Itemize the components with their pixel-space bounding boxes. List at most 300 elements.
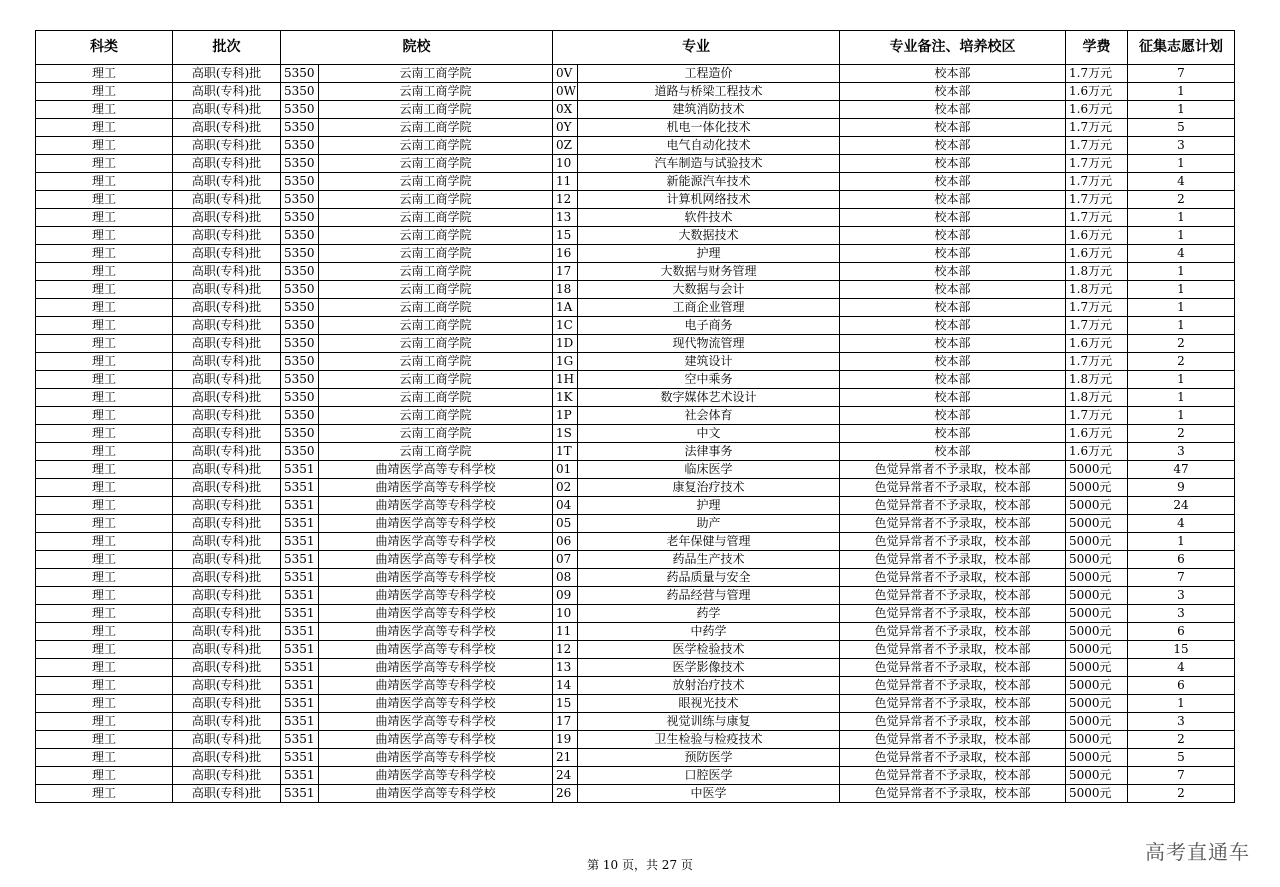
major-code-cell: 17 xyxy=(553,263,578,281)
major-name-cell: 中医学 xyxy=(578,785,840,803)
major-name-cell: 药学 xyxy=(578,605,840,623)
school-code-cell: 5350 xyxy=(281,65,319,83)
school-code-cell: 5351 xyxy=(281,749,319,767)
batch-cell: 高职(专科)批 xyxy=(173,425,281,443)
category-cell: 理工 xyxy=(36,785,173,803)
tuition-cell: 5000元 xyxy=(1066,767,1128,785)
tuition-cell: 5000元 xyxy=(1066,731,1128,749)
remarks-cell: 校本部 xyxy=(840,209,1066,227)
major-name-cell: 大数据技术 xyxy=(578,227,840,245)
remarks-cell: 校本部 xyxy=(840,119,1066,137)
major-code-cell: 1K xyxy=(553,389,578,407)
table-row xyxy=(36,83,1235,101)
major-name-cell: 软件技术 xyxy=(578,209,840,227)
tuition-cell: 5000元 xyxy=(1066,659,1128,677)
remarks-cell: 色觉异常者不予录取，校本部 xyxy=(840,569,1066,587)
plan-count-cell: 6 xyxy=(1128,623,1235,641)
school-name-cell: 云南工商学院 xyxy=(319,227,553,245)
batch-cell: 高职(专科)批 xyxy=(173,155,281,173)
table-row xyxy=(36,173,1235,191)
plan-count-cell: 4 xyxy=(1128,245,1235,263)
school-name-cell: 云南工商学院 xyxy=(319,173,553,191)
major-name-cell: 护理 xyxy=(578,497,840,515)
table-row xyxy=(36,533,1235,551)
major-name-cell: 大数据与财务管理 xyxy=(578,263,840,281)
category-cell: 理工 xyxy=(36,569,173,587)
school-code-cell: 5350 xyxy=(281,137,319,155)
category-cell: 理工 xyxy=(36,389,173,407)
category-cell: 理工 xyxy=(36,335,173,353)
plan-count-cell: 1 xyxy=(1128,83,1235,101)
table-row xyxy=(36,407,1235,425)
major-code-cell: 1P xyxy=(553,407,578,425)
school-name-cell: 曲靖医学高等专科学校 xyxy=(319,623,553,641)
batch-cell: 高职(专科)批 xyxy=(173,731,281,749)
school-code-cell: 5350 xyxy=(281,83,319,101)
table-row xyxy=(36,425,1235,443)
remarks-cell: 校本部 xyxy=(840,173,1066,191)
remarks-cell: 色觉异常者不予录取，校本部 xyxy=(840,479,1066,497)
school-code-cell: 5351 xyxy=(281,623,319,641)
table-row xyxy=(36,245,1235,263)
major-code-cell: 1G xyxy=(553,353,578,371)
school-name-cell: 云南工商学院 xyxy=(319,263,553,281)
plan-count-cell: 7 xyxy=(1128,569,1235,587)
tuition-cell: 5000元 xyxy=(1066,623,1128,641)
major-name-cell: 建筑设计 xyxy=(578,353,840,371)
school-code-cell: 5350 xyxy=(281,371,319,389)
plan-count-cell: 4 xyxy=(1128,659,1235,677)
school-name-cell: 云南工商学院 xyxy=(319,443,553,461)
remarks-cell: 校本部 xyxy=(840,65,1066,83)
school-code-cell: 5350 xyxy=(281,155,319,173)
category-cell: 理工 xyxy=(36,281,173,299)
remarks-cell: 校本部 xyxy=(840,155,1066,173)
batch-cell: 高职(专科)批 xyxy=(173,461,281,479)
table-row xyxy=(36,371,1235,389)
category-cell: 理工 xyxy=(36,209,173,227)
school-name-cell: 云南工商学院 xyxy=(319,425,553,443)
tuition-cell: 1.6万元 xyxy=(1066,245,1128,263)
table-row xyxy=(36,443,1235,461)
plan-count-cell: 2 xyxy=(1128,785,1235,803)
major-code-cell: 18 xyxy=(553,281,578,299)
batch-cell: 高职(专科)批 xyxy=(173,569,281,587)
remarks-cell: 色觉异常者不予录取，校本部 xyxy=(840,767,1066,785)
major-code-cell: 02 xyxy=(553,479,578,497)
batch-cell: 高职(专科)批 xyxy=(173,245,281,263)
batch-cell: 高职(专科)批 xyxy=(173,173,281,191)
plan-count-cell: 24 xyxy=(1128,497,1235,515)
plan-count-cell: 1 xyxy=(1128,317,1235,335)
table-row xyxy=(36,191,1235,209)
tuition-cell: 1.7万元 xyxy=(1066,119,1128,137)
remarks-cell: 色觉异常者不予录取，校本部 xyxy=(840,551,1066,569)
plan-count-cell: 3 xyxy=(1128,137,1235,155)
major-name-cell: 工商企业管理 xyxy=(578,299,840,317)
major-code-cell: 1T xyxy=(553,443,578,461)
table-row xyxy=(36,623,1235,641)
plan-count-cell: 1 xyxy=(1128,227,1235,245)
plan-count-cell: 3 xyxy=(1128,713,1235,731)
major-name-cell: 中文 xyxy=(578,425,840,443)
remarks-cell: 色觉异常者不予录取，校本部 xyxy=(840,785,1066,803)
major-code-cell: 0X xyxy=(553,101,578,119)
school-name-cell: 云南工商学院 xyxy=(319,299,553,317)
major-code-cell: 17 xyxy=(553,713,578,731)
school-name-cell: 曲靖医学高等专科学校 xyxy=(319,497,553,515)
admission-plan-table xyxy=(35,30,1235,803)
school-code-cell: 5351 xyxy=(281,479,319,497)
remarks-cell: 校本部 xyxy=(840,335,1066,353)
batch-cell: 高职(专科)批 xyxy=(173,659,281,677)
table-row xyxy=(36,497,1235,515)
plan-count-cell: 4 xyxy=(1128,515,1235,533)
school-code-cell: 5351 xyxy=(281,641,319,659)
remarks-cell: 校本部 xyxy=(840,407,1066,425)
major-code-cell: 0Z xyxy=(553,137,578,155)
major-code-cell: 21 xyxy=(553,749,578,767)
school-code-cell: 5351 xyxy=(281,461,319,479)
header-row xyxy=(36,31,1235,65)
category-cell: 理工 xyxy=(36,245,173,263)
table-row xyxy=(36,677,1235,695)
remarks-cell: 色觉异常者不予录取，校本部 xyxy=(840,497,1066,515)
school-name-cell: 曲靖医学高等专科学校 xyxy=(319,695,553,713)
major-code-cell: 12 xyxy=(553,191,578,209)
major-code-cell: 12 xyxy=(553,641,578,659)
category-cell: 理工 xyxy=(36,371,173,389)
major-name-cell: 护理 xyxy=(578,245,840,263)
remarks-cell: 校本部 xyxy=(840,371,1066,389)
tuition-cell: 5000元 xyxy=(1066,713,1128,731)
batch-cell: 高职(专科)批 xyxy=(173,317,281,335)
tuition-cell: 1.8万元 xyxy=(1066,263,1128,281)
school-name-cell: 云南工商学院 xyxy=(319,65,553,83)
school-code-cell: 5351 xyxy=(281,497,319,515)
major-name-cell: 法律事务 xyxy=(578,443,840,461)
school-name-cell: 云南工商学院 xyxy=(319,407,553,425)
major-name-cell: 康复治疗技术 xyxy=(578,479,840,497)
major-name-cell: 现代物流管理 xyxy=(578,335,840,353)
major-name-cell: 助产 xyxy=(578,515,840,533)
category-cell: 理工 xyxy=(36,155,173,173)
major-code-cell: 07 xyxy=(553,551,578,569)
batch-cell: 高职(专科)批 xyxy=(173,713,281,731)
remarks-cell: 校本部 xyxy=(840,389,1066,407)
tuition-cell: 1.7万元 xyxy=(1066,65,1128,83)
remarks-cell: 色觉异常者不予录取，校本部 xyxy=(840,641,1066,659)
header-remarks: 专业备注、培养校区 xyxy=(840,31,1066,65)
major-name-cell: 药品质量与安全 xyxy=(578,569,840,587)
school-code-cell: 5350 xyxy=(281,227,319,245)
plan-count-cell: 1 xyxy=(1128,695,1235,713)
remarks-cell: 校本部 xyxy=(840,137,1066,155)
school-code-cell: 5351 xyxy=(281,767,319,785)
school-code-cell: 5350 xyxy=(281,299,319,317)
table-row xyxy=(36,749,1235,767)
major-name-cell: 药品经营与管理 xyxy=(578,587,840,605)
table-row xyxy=(36,65,1235,83)
major-code-cell: 10 xyxy=(553,155,578,173)
major-code-cell: 11 xyxy=(553,623,578,641)
school-name-cell: 曲靖医学高等专科学校 xyxy=(319,533,553,551)
category-cell: 理工 xyxy=(36,191,173,209)
batch-cell: 高职(专科)批 xyxy=(173,533,281,551)
tuition-cell: 1.6万元 xyxy=(1066,227,1128,245)
plan-count-cell: 3 xyxy=(1128,443,1235,461)
tuition-cell: 1.6万元 xyxy=(1066,425,1128,443)
plan-count-cell: 1 xyxy=(1128,389,1235,407)
school-code-cell: 5350 xyxy=(281,263,319,281)
school-name-cell: 曲靖医学高等专科学校 xyxy=(319,785,553,803)
category-cell: 理工 xyxy=(36,533,173,551)
major-name-cell: 空中乘务 xyxy=(578,371,840,389)
tuition-cell: 1.7万元 xyxy=(1066,209,1128,227)
tuition-cell: 1.7万元 xyxy=(1066,317,1128,335)
category-cell: 理工 xyxy=(36,137,173,155)
table-row xyxy=(36,227,1235,245)
school-name-cell: 云南工商学院 xyxy=(319,389,553,407)
tuition-cell: 5000元 xyxy=(1066,515,1128,533)
plan-count-cell: 5 xyxy=(1128,749,1235,767)
school-name-cell: 云南工商学院 xyxy=(319,335,553,353)
batch-cell: 高职(专科)批 xyxy=(173,497,281,515)
school-code-cell: 5350 xyxy=(281,119,319,137)
major-code-cell: 09 xyxy=(553,587,578,605)
tuition-cell: 1.8万元 xyxy=(1066,371,1128,389)
table-row xyxy=(36,389,1235,407)
batch-cell: 高职(专科)批 xyxy=(173,551,281,569)
remarks-cell: 色觉异常者不予录取，校本部 xyxy=(840,515,1066,533)
school-code-cell: 5351 xyxy=(281,695,319,713)
plan-count-cell: 1 xyxy=(1128,263,1235,281)
major-name-cell: 医学检验技术 xyxy=(578,641,840,659)
school-code-cell: 5350 xyxy=(281,317,319,335)
major-code-cell: 0W xyxy=(553,83,578,101)
plan-count-cell: 7 xyxy=(1128,767,1235,785)
batch-cell: 高职(专科)批 xyxy=(173,281,281,299)
major-name-cell: 计算机网络技术 xyxy=(578,191,840,209)
batch-cell: 高职(专科)批 xyxy=(173,767,281,785)
plan-count-cell: 2 xyxy=(1128,335,1235,353)
table-row xyxy=(36,479,1235,497)
category-cell: 理工 xyxy=(36,623,173,641)
category-cell: 理工 xyxy=(36,101,173,119)
remarks-cell: 色觉异常者不予录取，校本部 xyxy=(840,713,1066,731)
school-code-cell: 5350 xyxy=(281,245,319,263)
major-name-cell: 医学影像技术 xyxy=(578,659,840,677)
plan-count-cell: 15 xyxy=(1128,641,1235,659)
major-code-cell: 16 xyxy=(553,245,578,263)
plan-count-cell: 47 xyxy=(1128,461,1235,479)
plan-count-cell: 1 xyxy=(1128,209,1235,227)
table-row xyxy=(36,515,1235,533)
major-name-cell: 数字媒体艺术设计 xyxy=(578,389,840,407)
school-code-cell: 5351 xyxy=(281,515,319,533)
tuition-cell: 5000元 xyxy=(1066,551,1128,569)
remarks-cell: 校本部 xyxy=(840,443,1066,461)
remarks-cell: 校本部 xyxy=(840,101,1066,119)
major-code-cell: 15 xyxy=(553,227,578,245)
category-cell: 理工 xyxy=(36,353,173,371)
category-cell: 理工 xyxy=(36,83,173,101)
batch-cell: 高职(专科)批 xyxy=(173,677,281,695)
category-cell: 理工 xyxy=(36,659,173,677)
remarks-cell: 校本部 xyxy=(840,317,1066,335)
major-code-cell: 24 xyxy=(553,767,578,785)
school-code-cell: 5350 xyxy=(281,191,319,209)
plan-count-cell: 3 xyxy=(1128,605,1235,623)
school-name-cell: 曲靖医学高等专科学校 xyxy=(319,749,553,767)
batch-cell: 高职(专科)批 xyxy=(173,101,281,119)
plan-count-cell: 3 xyxy=(1128,587,1235,605)
category-cell: 理工 xyxy=(36,65,173,83)
school-code-cell: 5350 xyxy=(281,407,319,425)
school-name-cell: 曲靖医学高等专科学校 xyxy=(319,569,553,587)
school-name-cell: 曲靖医学高等专科学校 xyxy=(319,767,553,785)
school-name-cell: 曲靖医学高等专科学校 xyxy=(319,641,553,659)
table-row xyxy=(36,317,1235,335)
school-code-cell: 5350 xyxy=(281,389,319,407)
school-name-cell: 云南工商学院 xyxy=(319,209,553,227)
major-code-cell: 13 xyxy=(553,659,578,677)
plan-count-cell: 1 xyxy=(1128,533,1235,551)
major-code-cell: 26 xyxy=(553,785,578,803)
plan-count-cell: 1 xyxy=(1128,371,1235,389)
batch-cell: 高职(专科)批 xyxy=(173,641,281,659)
school-name-cell: 曲靖医学高等专科学校 xyxy=(319,713,553,731)
header-school: 院校 xyxy=(281,31,553,65)
major-name-cell: 眼视光技术 xyxy=(578,695,840,713)
major-name-cell: 工程造价 xyxy=(578,65,840,83)
batch-cell: 高职(专科)批 xyxy=(173,227,281,245)
tuition-cell: 5000元 xyxy=(1066,461,1128,479)
school-name-cell: 曲靖医学高等专科学校 xyxy=(319,461,553,479)
table-row xyxy=(36,551,1235,569)
school-name-cell: 云南工商学院 xyxy=(319,317,553,335)
school-code-cell: 5350 xyxy=(281,209,319,227)
plan-count-cell: 6 xyxy=(1128,551,1235,569)
major-code-cell: 1H xyxy=(553,371,578,389)
batch-cell: 高职(专科)批 xyxy=(173,263,281,281)
header-major: 专业 xyxy=(553,31,840,65)
school-name-cell: 曲靖医学高等专科学校 xyxy=(319,677,553,695)
table-row xyxy=(36,119,1235,137)
category-cell: 理工 xyxy=(36,119,173,137)
category-cell: 理工 xyxy=(36,767,173,785)
remarks-cell: 校本部 xyxy=(840,263,1066,281)
tuition-cell: 1.7万元 xyxy=(1066,155,1128,173)
table-row xyxy=(36,209,1235,227)
plan-count-cell: 4 xyxy=(1128,173,1235,191)
major-name-cell: 卫生检验与检疫技术 xyxy=(578,731,840,749)
tuition-cell: 5000元 xyxy=(1066,533,1128,551)
school-name-cell: 云南工商学院 xyxy=(319,119,553,137)
major-code-cell: 15 xyxy=(553,695,578,713)
remarks-cell: 色觉异常者不予录取，校本部 xyxy=(840,605,1066,623)
header-category: 科类 xyxy=(36,31,173,65)
tuition-cell: 5000元 xyxy=(1066,695,1128,713)
school-name-cell: 曲靖医学高等专科学校 xyxy=(319,659,553,677)
table-row xyxy=(36,641,1235,659)
tuition-cell: 1.7万元 xyxy=(1066,137,1128,155)
category-cell: 理工 xyxy=(36,713,173,731)
school-code-cell: 5351 xyxy=(281,551,319,569)
school-code-cell: 5351 xyxy=(281,731,319,749)
category-cell: 理工 xyxy=(36,263,173,281)
plan-count-cell: 5 xyxy=(1128,119,1235,137)
major-name-cell: 老年保健与管理 xyxy=(578,533,840,551)
category-cell: 理工 xyxy=(36,407,173,425)
tuition-cell: 5000元 xyxy=(1066,497,1128,515)
school-name-cell: 云南工商学院 xyxy=(319,281,553,299)
remarks-cell: 色觉异常者不予录取，校本部 xyxy=(840,677,1066,695)
remarks-cell: 校本部 xyxy=(840,425,1066,443)
category-cell: 理工 xyxy=(36,443,173,461)
school-code-cell: 5350 xyxy=(281,173,319,191)
table-row xyxy=(36,731,1235,749)
batch-cell: 高职(专科)批 xyxy=(173,389,281,407)
plan-count-cell: 1 xyxy=(1128,281,1235,299)
plan-count-cell: 1 xyxy=(1128,407,1235,425)
major-name-cell: 机电一体化技术 xyxy=(578,119,840,137)
major-name-cell: 视觉训练与康复 xyxy=(578,713,840,731)
category-cell: 理工 xyxy=(36,317,173,335)
plan-count-cell: 7 xyxy=(1128,65,1235,83)
tuition-cell: 5000元 xyxy=(1066,749,1128,767)
batch-cell: 高职(专科)批 xyxy=(173,623,281,641)
table-row xyxy=(36,695,1235,713)
major-name-cell: 药品生产技术 xyxy=(578,551,840,569)
school-name-cell: 云南工商学院 xyxy=(319,353,553,371)
major-code-cell: 14 xyxy=(553,677,578,695)
major-code-cell: 05 xyxy=(553,515,578,533)
major-name-cell: 汽车制造与试验技术 xyxy=(578,155,840,173)
major-code-cell: 1A xyxy=(553,299,578,317)
tuition-cell: 1.7万元 xyxy=(1066,173,1128,191)
remarks-cell: 色觉异常者不予录取，校本部 xyxy=(840,749,1066,767)
tuition-cell: 5000元 xyxy=(1066,605,1128,623)
category-cell: 理工 xyxy=(36,425,173,443)
major-code-cell: 04 xyxy=(553,497,578,515)
table-row xyxy=(36,713,1235,731)
major-code-cell: 10 xyxy=(553,605,578,623)
school-name-cell: 云南工商学院 xyxy=(319,245,553,263)
plan-count-cell: 9 xyxy=(1128,479,1235,497)
category-cell: 理工 xyxy=(36,749,173,767)
plan-count-cell: 2 xyxy=(1128,731,1235,749)
category-cell: 理工 xyxy=(36,173,173,191)
major-code-cell: 0V xyxy=(553,65,578,83)
school-name-cell: 云南工商学院 xyxy=(319,137,553,155)
batch-cell: 高职(专科)批 xyxy=(173,515,281,533)
school-name-cell: 曲靖医学高等专科学校 xyxy=(319,479,553,497)
tuition-cell: 1.6万元 xyxy=(1066,335,1128,353)
category-cell: 理工 xyxy=(36,677,173,695)
category-cell: 理工 xyxy=(36,515,173,533)
remarks-cell: 色觉异常者不予录取，校本部 xyxy=(840,731,1066,749)
tuition-cell: 1.7万元 xyxy=(1066,407,1128,425)
plan-count-cell: 2 xyxy=(1128,353,1235,371)
header-plan: 征集志愿计划 xyxy=(1128,31,1235,65)
tuition-cell: 5000元 xyxy=(1066,641,1128,659)
school-name-cell: 曲靖医学高等专科学校 xyxy=(319,551,553,569)
tuition-cell: 1.7万元 xyxy=(1066,353,1128,371)
table-row xyxy=(36,335,1235,353)
remarks-cell: 校本部 xyxy=(840,299,1066,317)
batch-cell: 高职(专科)批 xyxy=(173,65,281,83)
